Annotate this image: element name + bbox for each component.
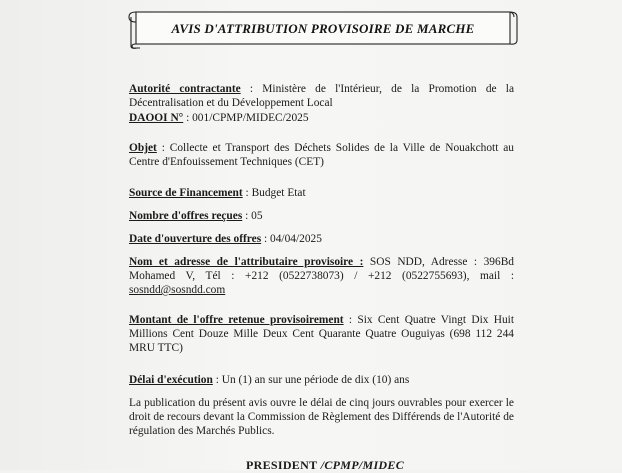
ouverture-label: Date d'ouverture des offres [129, 233, 262, 245]
attributaire-label: Nom et adresse de l'attributaire provisoire : [129, 256, 364, 268]
offres-value: 05 [251, 210, 263, 222]
authority-label: Autorité contractante [129, 83, 241, 95]
attributaire-section [129, 255, 514, 297]
signature-title [246, 458, 404, 473]
financement-value: Budget Etat [251, 187, 306, 199]
objet-label: Objet [129, 142, 157, 154]
delai-section [129, 373, 514, 387]
objet-section [129, 141, 514, 169]
publication-text: La publication du présent avis ouvre le délai de cinq jours ouvrables pour exercer le droit de recours devant la Commission de Règlement des Différends de l'Autorité de régulation des Marchés Publics. [129, 397, 514, 437]
authority-value: Ministère de l'Intérieur, de la Promotion de la Décentralisation et du Développement Local [129, 83, 514, 109]
title-banner [128, 8, 518, 48]
daooi-separator: : [183, 112, 193, 124]
daooi-label: DAOOI N° [129, 112, 184, 124]
financement-section [129, 186, 514, 200]
authority-separator: : [240, 83, 263, 95]
objet-value: Collecte et Transport des Déchets Solides de la Ville de Nouakchott au Centre d'Enfouissement Techniques (CET) [129, 142, 514, 168]
document-title: AVIS D'ATTRIBUTION PROVISOIRE DE MARCHE [171, 21, 475, 36]
delai-label: Délai d'exécution [129, 374, 213, 386]
daooi-section [129, 111, 514, 125]
montant-value: Six Cent Quatre Vingt Dix Huit Millions Cent Douze Mille Deux Cent Quarante Quatre Ouguiyas (698 112 244 MRU TTC) [129, 314, 514, 354]
authority-section [129, 82, 514, 110]
footer-title: PRESIDENT [246, 458, 318, 472]
offres-section [129, 209, 514, 223]
financement-separator: : [242, 187, 252, 199]
attributaire-email[interactable]: sosndd@sosndd.com [129, 284, 226, 296]
offres-label: Nombre d'offres reçues [129, 210, 243, 222]
delai-separator: : [212, 374, 222, 386]
objet-separator: : [156, 142, 170, 154]
publication-paragraph [129, 396, 514, 438]
attributaire-value: SOS NDD, Adresse : 396Bd Mohamed V, Tél : +212 (0522738073) / +212 (0522755693), mail : [129, 256, 514, 282]
financement-label: Source de Financement [129, 187, 243, 199]
delai-value: Un (1) an sur une période de dix (10) ans [221, 374, 410, 386]
montant-section [129, 313, 514, 355]
daooi-value: 001/CPMP/MIDEC/2025 [192, 112, 309, 124]
offres-separator: : [242, 210, 252, 222]
montant-separator: : [343, 314, 358, 326]
montant-label: Montant de l'offre retenue provisoirement [129, 314, 344, 326]
footer-suffix: /CPMP/MIDEC [317, 458, 405, 472]
ouverture-section [129, 232, 514, 246]
ouverture-separator: : [261, 233, 271, 245]
ouverture-value: 04/04/2025 [270, 233, 322, 245]
